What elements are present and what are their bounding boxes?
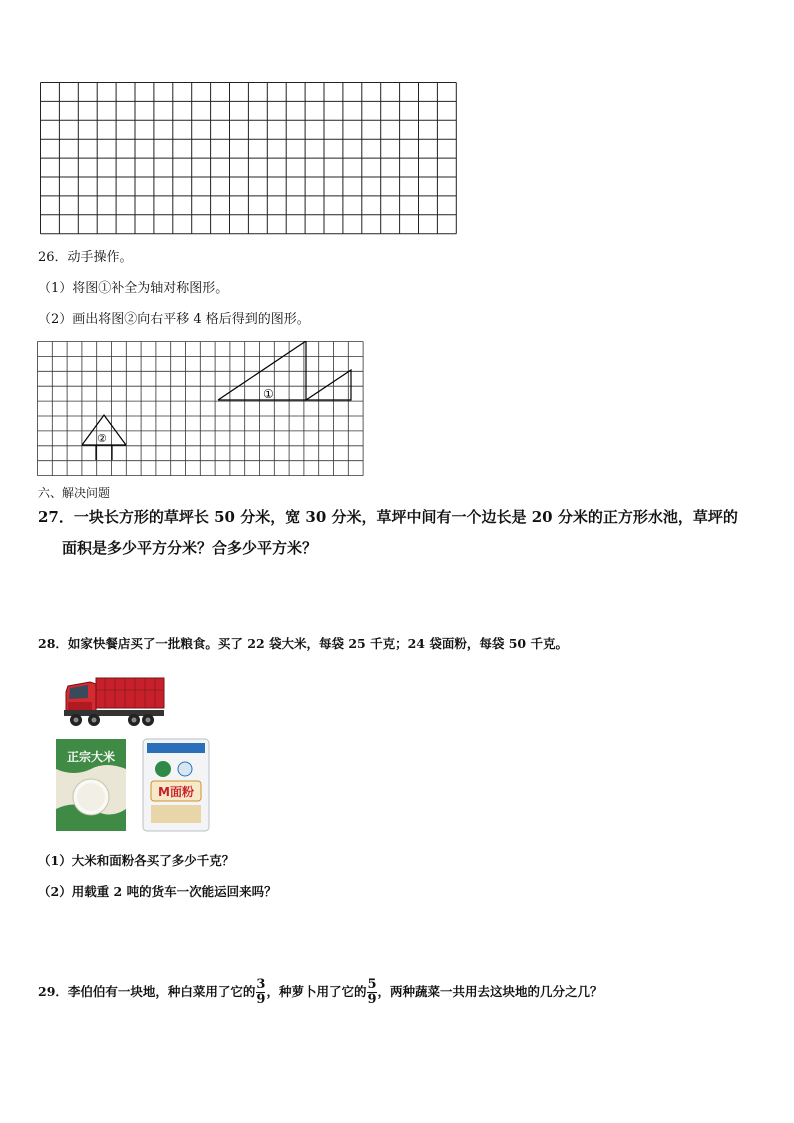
- rice-bag-label: 正宗大米: [66, 750, 116, 764]
- q27-line2: 面积是多少平方分米？合多少平方米？: [62, 539, 318, 557]
- figure-1-shape: [218, 341, 351, 400]
- figure-2-label: ②: [97, 432, 107, 445]
- fraction-3-9: [256, 979, 265, 1006]
- q29: [38, 972, 603, 1012]
- q28-text: 28．如家快餐店买了一批粮食。买了 22 袋大米，每袋 25 千克；24 袋面粉，每袋 50 千克。: [38, 636, 568, 651]
- q29-mid: ，种萝卜用了它的: [266, 984, 367, 999]
- flour-bag-label: M面粉: [158, 785, 194, 799]
- fraction-5-9: [367, 979, 376, 1006]
- q28-part1: （1）大米和面粉各买了多少千克？: [38, 853, 235, 868]
- flour-bag-image: [141, 737, 211, 833]
- figure-1-label: ①: [263, 387, 274, 401]
- q26-title: 26．动手操作。: [38, 250, 133, 265]
- fraction-2-numerator: 5: [367, 977, 377, 992]
- section-6-title: 六、解决问题: [38, 486, 111, 500]
- q27-line1: 27．一块长方形的草坪长 50 分米，宽 30 分米，草坪中间有一个边长是 20 分米的正方形水池，草坪的: [38, 508, 738, 526]
- top-grid: [40, 82, 460, 235]
- q28-part2: （2）用载重 2 吨的货车一次能运回来吗？: [38, 884, 277, 899]
- q29-pre: 29．李伯伯有一块地，种白菜用了它的: [38, 984, 256, 999]
- fraction-2-denominator: 9: [367, 992, 377, 1007]
- figure-grid: [37, 341, 369, 478]
- fraction-1-denominator: 9: [256, 992, 266, 1007]
- fraction-1-numerator: 3: [256, 977, 266, 992]
- q29-post: ，两种蔬菜一共用去这块地的几分之几？: [377, 984, 603, 999]
- truck-image: [60, 670, 166, 732]
- rice-bag-image: [56, 739, 126, 831]
- q26-part1: （1）将图①补全为轴对称图形。: [38, 281, 229, 296]
- q26-part2: （2）画出将图②向右平移 4 格后得到的图形。: [38, 312, 310, 327]
